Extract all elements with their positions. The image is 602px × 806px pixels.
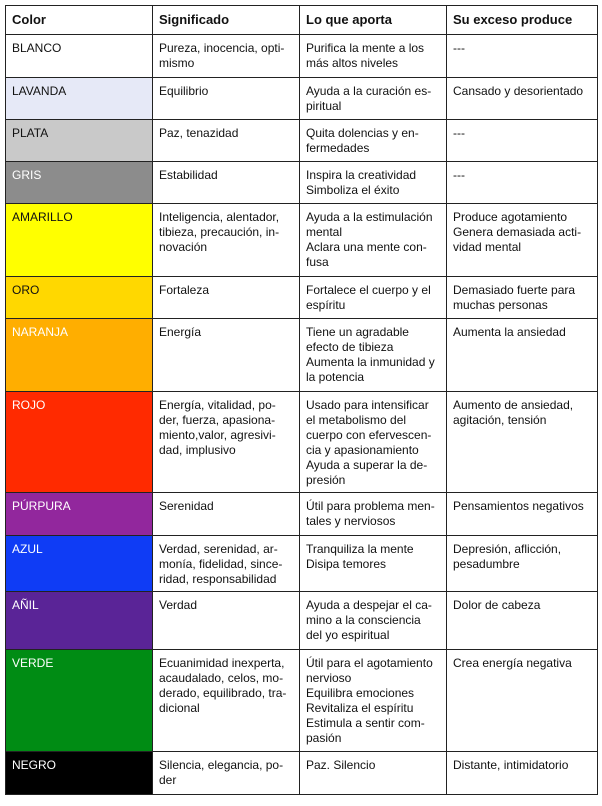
color-cell: AÑIL	[6, 592, 153, 650]
significado-cell: Serenidad	[153, 493, 300, 536]
table-row	[6, 319, 598, 392]
color-cell: ORO	[6, 277, 153, 319]
aporta-cell: Ayuda a la estimulación mental Aclara una mente con- fusa	[300, 204, 447, 277]
significado-cell: Paz, tenazidad	[153, 120, 300, 162]
color-cell: LAVANDA	[6, 78, 153, 120]
exceso-cell: Demasiado fuerte para muchas personas	[447, 277, 598, 319]
exceso-cell: Aumenta la ansiedad	[447, 319, 598, 392]
aporta-cell: Paz. Silencio	[300, 752, 447, 795]
significado-cell: Energía, vitalidad, po- der, fuerza, apasiona- miento,valor, agresivi- dad, implusivo	[153, 392, 300, 493]
table-row	[6, 536, 598, 592]
color-cell: PÚRPURA	[6, 493, 153, 536]
color-cell: NEGRO	[6, 752, 153, 795]
aporta-cell: Ayuda a la curación es- piritual	[300, 78, 447, 120]
table-row	[6, 752, 598, 795]
table-row	[6, 493, 598, 536]
significado-cell: Inteligencia, alentador, tibieza, precaución, in- novación	[153, 204, 300, 277]
exceso-cell: ---	[447, 120, 598, 162]
exceso-cell: Crea energía negativa	[447, 650, 598, 752]
table-row	[6, 162, 598, 204]
header-color: Color	[6, 6, 153, 35]
significado-cell: Equilibrio	[153, 78, 300, 120]
aporta-cell: Tiene un agradable efecto de tibieza Aumenta la inmunidad y la potencia	[300, 319, 447, 392]
aporta-cell: Purifica la mente a los más altos niveles	[300, 35, 447, 78]
exceso-cell: Depresión, aflicción, pesadumbre	[447, 536, 598, 592]
exceso-cell: ---	[447, 35, 598, 78]
color-cell: BLANCO	[6, 35, 153, 78]
color-cell: GRIS	[6, 162, 153, 204]
exceso-cell: ---	[447, 162, 598, 204]
table-row	[6, 120, 598, 162]
significado-cell: Energía	[153, 319, 300, 392]
exceso-cell: Produce agotamiento Genera demasiada acti- vidad mental	[447, 204, 598, 277]
aporta-cell: Útil para problema men- tales y nerviosos	[300, 493, 447, 536]
table-row	[6, 592, 598, 650]
aporta-cell: Tranquiliza la mente Disipa temores	[300, 536, 447, 592]
table-row	[6, 78, 598, 120]
header-aporta: Lo que aporta	[300, 6, 447, 35]
color-meaning-table	[5, 5, 598, 795]
table-row	[6, 277, 598, 319]
aporta-cell: Útil para el agotamiento nervioso Equilibra emociones Revitaliza el espíritu Estimula a sentir com- pasión	[300, 650, 447, 752]
header-exceso: Su exceso produce	[447, 6, 598, 35]
exceso-cell: Aumento de ansiedad, agitación, tensión	[447, 392, 598, 493]
aporta-cell: Ayuda a despejar el ca- mino a la consciencia del yo espiritual	[300, 592, 447, 650]
exceso-cell: Distante, intimidatorio	[447, 752, 598, 795]
table-row	[6, 204, 598, 277]
table-row	[6, 650, 598, 752]
aporta-cell: Quita dolencias y en- fermedades	[300, 120, 447, 162]
significado-cell: Ecuanimidad inexperta, acaudalado, celos, mo- derado, equilibrado, tra- dicional	[153, 650, 300, 752]
aporta-cell: Fortalece el cuerpo y el espíritu	[300, 277, 447, 319]
significado-cell: Verdad	[153, 592, 300, 650]
color-cell: PLATA	[6, 120, 153, 162]
color-cell: AMARILLO	[6, 204, 153, 277]
header-significado: Significado	[153, 6, 300, 35]
color-cell: ROJO	[6, 392, 153, 493]
table-row	[6, 392, 598, 493]
color-cell: AZUL	[6, 536, 153, 592]
exceso-cell: Dolor de cabeza	[447, 592, 598, 650]
header-row	[6, 6, 598, 35]
table-row	[6, 35, 598, 78]
significado-cell: Silencia, elegancia, po- der	[153, 752, 300, 795]
exceso-cell: Cansado y desorientado	[447, 78, 598, 120]
color-cell: VERDE	[6, 650, 153, 752]
color-cell: NARANJA	[6, 319, 153, 392]
significado-cell: Pureza, inocencia, opti- mismo	[153, 35, 300, 78]
aporta-cell: Inspira la creatividad Simboliza el éxito	[300, 162, 447, 204]
significado-cell: Verdad, serenidad, ar- monía, fidelidad, since- ridad, responsabilidad	[153, 536, 300, 592]
significado-cell: Fortaleza	[153, 277, 300, 319]
exceso-cell: Pensamientos negativos	[447, 493, 598, 536]
aporta-cell: Usado para intensificar el metabolismo del cuerpo con efervescen- cia y apasionamiento Ayuda a superar la de- presión	[300, 392, 447, 493]
significado-cell: Estabilidad	[153, 162, 300, 204]
